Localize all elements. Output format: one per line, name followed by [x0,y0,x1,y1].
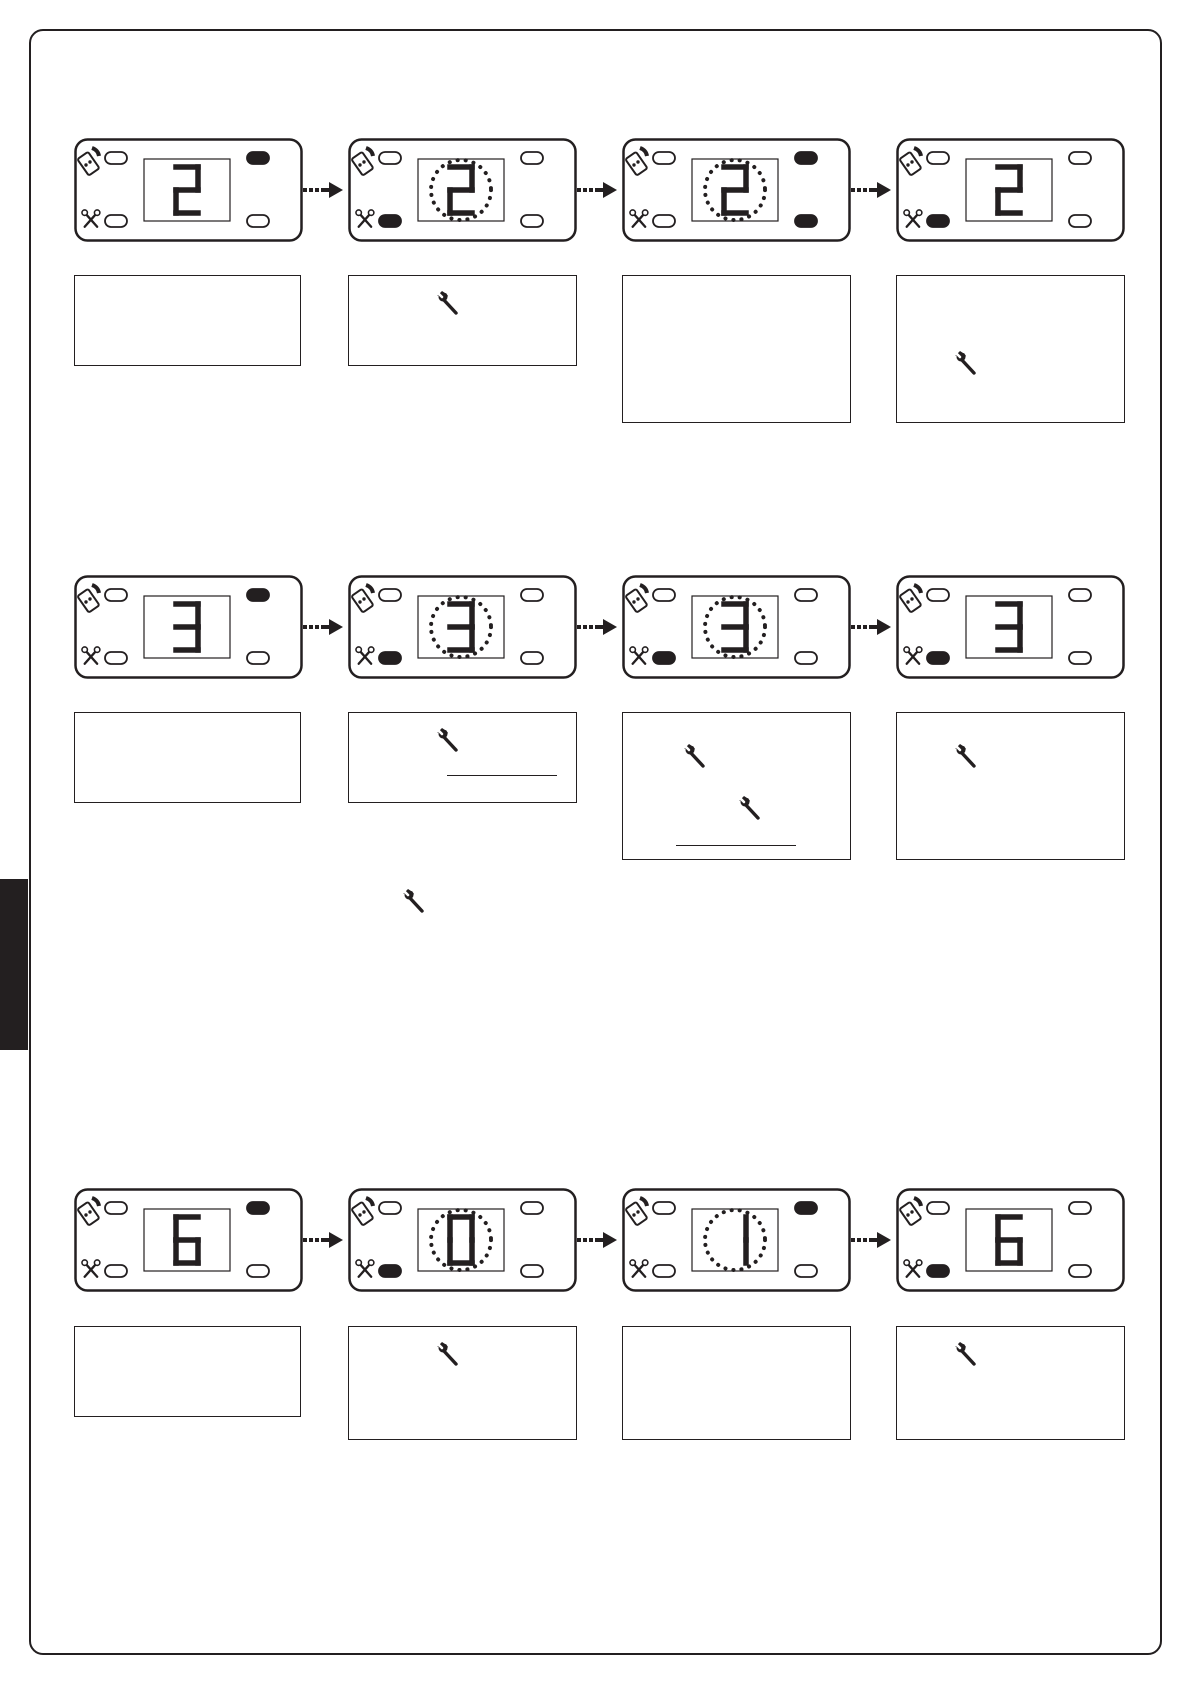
led-bottom-left [379,215,401,227]
arrow-dash [863,625,867,629]
arrow-dash [303,1238,307,1242]
arrow-dash [309,188,313,192]
arrow-dash [321,625,325,629]
arrow-dash [303,188,307,192]
wrench-head [904,1260,909,1265]
arrow-head [603,619,617,635]
arrow-dash [857,625,861,629]
led-top-right [1069,152,1091,164]
led-bottom-left [927,215,949,227]
caption-box [896,712,1125,860]
arrow-dash [321,188,325,192]
wrench-head [642,210,647,215]
display-panel-graphic [74,138,303,242]
wrench-head [904,210,909,215]
wrench-icon [680,741,710,771]
display-panel-graphic [622,138,851,242]
arrow-dash [583,188,587,192]
wrench-icon [951,348,981,378]
caption-box [348,1326,577,1440]
remote-button [84,1213,87,1216]
wrench-handle [690,752,703,766]
wrench-handle [961,752,974,766]
wrench-handle [961,359,974,373]
wrench-head [630,210,635,215]
arrow-head [329,619,343,635]
led-top-left [105,152,127,164]
arrow-dash [869,188,873,192]
arrow-dash [321,1238,325,1242]
dotted-arrow-icon [303,617,347,637]
led-bottom-left [105,652,127,664]
wrench-head [94,647,99,652]
display-panel-graphic [896,1188,1125,1292]
arrow-dash [309,625,313,629]
wrench-handle [443,1350,456,1364]
display-panel [74,1188,303,1292]
led-bottom-left [379,652,401,664]
remote-button [358,1213,361,1216]
remote-button [362,160,365,163]
led-top-left [379,1202,401,1214]
led-top-right [247,589,269,601]
wrench-icon [399,886,429,916]
led-top-right [521,152,543,164]
dotted-arrow-icon [577,180,621,200]
remote-button [910,160,913,163]
arrow-head [877,182,891,198]
arrow-dash [595,188,599,192]
caption-box [896,1326,1125,1440]
display-panel-graphic [622,575,851,679]
display-panel [348,138,577,242]
wrench-handle [409,897,422,911]
led-bottom-right [521,215,543,227]
arrow-head [603,182,617,198]
wrench-handle [443,299,456,313]
wrench-head [916,210,921,215]
wrench-handle [443,736,456,750]
display-panel [622,1188,851,1292]
led-bottom-right [795,1265,817,1277]
led-bottom-right [795,652,817,664]
remote-button [636,1210,639,1213]
display-panel-graphic [348,575,577,679]
wrench-head [94,210,99,215]
arrow-dash [315,1238,319,1242]
led-top-right [247,152,269,164]
arrow-dash [869,625,873,629]
led-top-left [379,152,401,164]
dotted-arrow-icon [303,1230,347,1250]
remote-button [910,1210,913,1213]
remote-button [632,600,635,603]
led-bottom-left [379,1265,401,1277]
arrow-dash [857,1238,861,1242]
arrow-dash [595,1238,599,1242]
led-top-right [795,1202,817,1214]
led-bottom-right [1069,652,1091,664]
wrench-head [642,1260,647,1265]
display-panel [896,138,1125,242]
arrow-dash [589,1238,593,1242]
arrow-dash [589,188,593,192]
remote-button [362,597,365,600]
display-panel-graphic [74,575,303,679]
wrench-head [356,647,361,652]
led-top-right [521,1202,543,1214]
remote-button [906,600,909,603]
arrow-dash [589,625,593,629]
remote-button [358,600,361,603]
dotted-arrow-icon [851,180,895,200]
led-top-left [927,589,949,601]
led-bottom-right [247,652,269,664]
arrow-head [329,1232,343,1248]
arrow-dash [851,625,855,629]
display-panel [896,575,1125,679]
led-bottom-right [247,215,269,227]
display-panel-graphic [896,138,1125,242]
wrench-icon [951,1339,981,1369]
led-bottom-left [927,652,949,664]
remote-button [362,1210,365,1213]
dotted-arrow-icon [851,1230,895,1250]
display-panel [622,575,851,679]
wrench-head [82,1260,87,1265]
remote-button [88,597,91,600]
led-bottom-right [521,1265,543,1277]
led-top-right [795,152,817,164]
underline-rule [676,845,796,846]
wrench-head [82,647,87,652]
dotted-arrow-icon [303,180,347,200]
section-tab [0,879,28,1050]
wrench-head [630,647,635,652]
wrench-head [368,647,373,652]
arrow-dash [315,188,319,192]
display-panel-graphic [896,575,1125,679]
arrow-dash [583,625,587,629]
arrow-dash [315,625,319,629]
led-bottom-left [653,215,675,227]
led-top-left [653,589,675,601]
led-bottom-right [1069,1265,1091,1277]
display-panel [74,575,303,679]
led-bottom-right [521,652,543,664]
dotted-arrow-icon [577,1230,621,1250]
remote-button [84,163,87,166]
arrow-dash [851,188,855,192]
wrench-icon [433,288,463,318]
wrench-handle [745,804,758,818]
display-panel [348,575,577,679]
display-panel-graphic [74,1188,303,1292]
caption-box [74,275,301,366]
display-panel [74,138,303,242]
remote-button [906,163,909,166]
remote-button [632,1213,635,1216]
led-top-left [927,152,949,164]
wrench-head [368,1260,373,1265]
wrench-head [356,1260,361,1265]
display-panel-graphic [622,1188,851,1292]
led-top-right [247,1202,269,1214]
arrow-dash [869,1238,873,1242]
arrow-dash [309,1238,313,1242]
caption-box [622,712,851,860]
led-top-left [105,589,127,601]
wrench-head [368,210,373,215]
caption-box [74,1326,301,1417]
led-top-left [653,152,675,164]
caption-box [348,712,577,803]
wrench-head [916,1260,921,1265]
arrow-dash [303,625,307,629]
wrench-icon [735,793,765,823]
arrow-dash [857,188,861,192]
arrow-dash [595,625,599,629]
arrow-head [877,1232,891,1248]
remote-button [910,597,913,600]
caption-box [74,712,301,803]
led-top-right [521,589,543,601]
led-bottom-left [653,1265,675,1277]
display-panel [896,1188,1125,1292]
arrow-dash [577,1238,581,1242]
led-bottom-right [795,215,817,227]
arrow-dash [851,1238,855,1242]
underline-rule [447,775,557,776]
remote-button [358,163,361,166]
arrow-dash [863,188,867,192]
wrench-head [356,210,361,215]
led-top-left [105,1202,127,1214]
display-panel [348,1188,577,1292]
wrench-icon [951,741,981,771]
caption-box [622,1326,851,1440]
remote-button [636,597,639,600]
remote-button [906,1213,909,1216]
led-top-right [1069,589,1091,601]
arrow-head [329,182,343,198]
led-bottom-right [247,1265,269,1277]
display-panel-graphic [348,1188,577,1292]
arrow-head [603,1232,617,1248]
wrench-head [82,210,87,215]
remote-button [632,163,635,166]
led-bottom-left [927,1265,949,1277]
led-top-left [653,1202,675,1214]
arrow-dash [577,625,581,629]
led-bottom-right [1069,215,1091,227]
wrench-head [642,647,647,652]
led-top-left [927,1202,949,1214]
led-top-left [379,589,401,601]
led-top-right [795,589,817,601]
led-bottom-left [653,652,675,664]
led-top-right [1069,1202,1091,1214]
remote-button [88,1210,91,1213]
arrow-dash [583,1238,587,1242]
display-panel-graphic [348,138,577,242]
arrow-dash [577,188,581,192]
led-bottom-left [105,215,127,227]
wrench-handle [961,1350,974,1364]
wrench-head [94,1260,99,1265]
led-bottom-left [105,1265,127,1277]
remote-button [84,600,87,603]
remote-button [636,160,639,163]
arrow-head [877,619,891,635]
wrench-head [904,647,909,652]
remote-button [88,160,91,163]
wrench-icon [433,725,463,755]
caption-box [622,275,851,423]
caption-box [348,275,577,366]
display-panel [622,138,851,242]
arrow-dash [863,1238,867,1242]
wrench-head [630,1260,635,1265]
dotted-arrow-icon [851,617,895,637]
wrench-head [916,647,921,652]
dotted-arrow-icon [577,617,621,637]
caption-box [896,275,1125,423]
wrench-icon [433,1339,463,1369]
